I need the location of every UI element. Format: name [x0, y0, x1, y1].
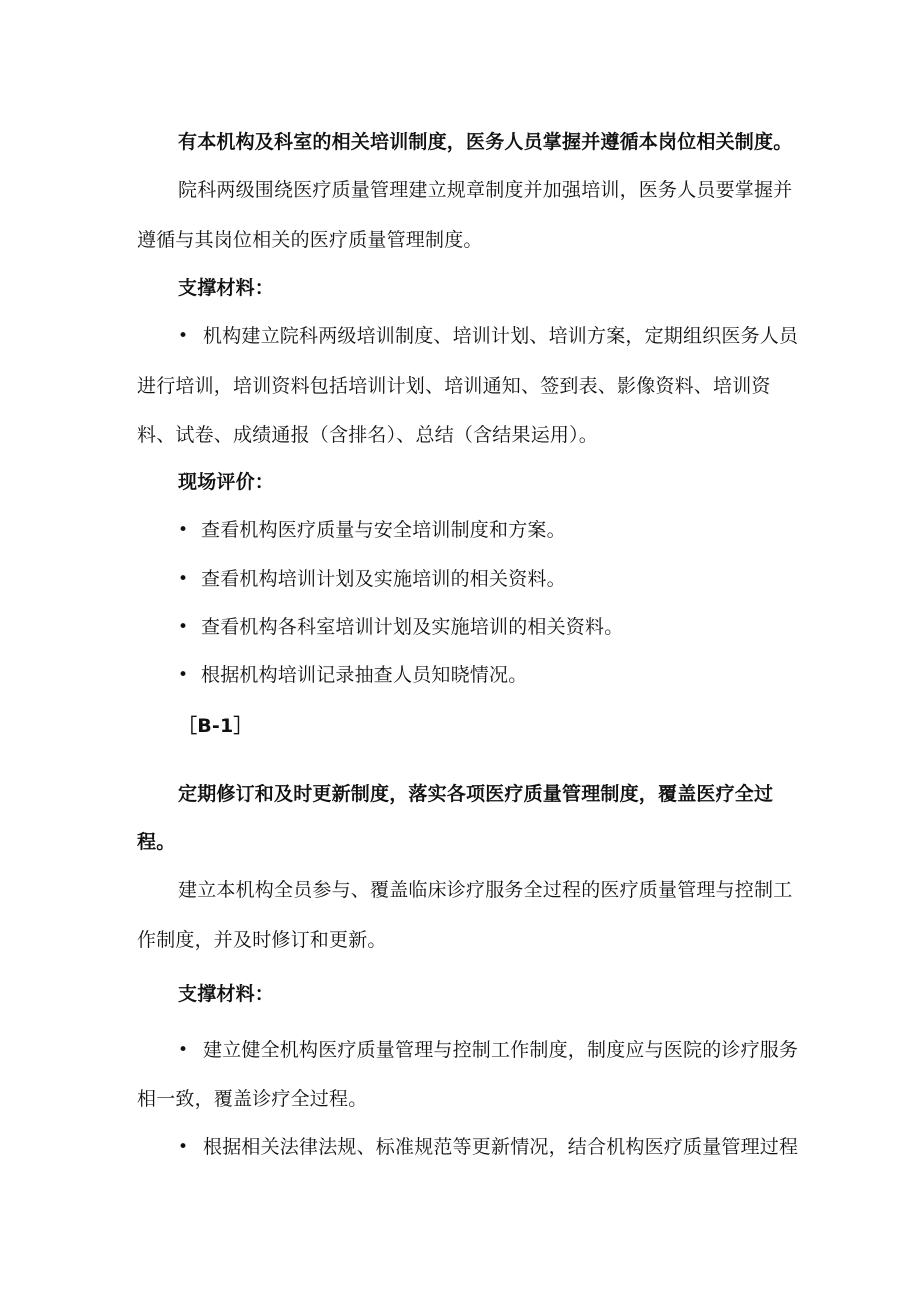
support-materials-title: 支撑材料：: [178, 277, 275, 299]
bullet-text-line: 料、试卷、成绩通报（含排名）、总结（含结果运用）。: [137, 424, 599, 446]
paragraph-line: 院科两级围绕医疗质量管理建立规章制度并加强培训，医务人员要掌握并: [178, 179, 793, 201]
evaluation-item: 查看机构医疗质量与安全培训制度和方案。: [201, 519, 566, 541]
evaluation-item: 查看机构各科室培训计划及实施培训的相关资料。: [201, 616, 624, 638]
section-heading: 定期修订和及时更新制度，落实各项医疗质量管理制度，覆盖医疗全过: [178, 783, 774, 805]
support-materials-title: 支撑材料：: [178, 983, 275, 1005]
paragraph-line: 遵循与其岗位相关的医疗质量管理制度。: [137, 229, 483, 251]
bullet-icon: •: [178, 569, 189, 589]
section-heading: 有本机构及科室的相关培训制度，医务人员掌握并遵循本岗位相关制度。: [178, 131, 793, 153]
evaluation-item: 查看机构培训计划及实施培训的相关资料。: [201, 568, 566, 590]
bullet-icon: •: [178, 617, 189, 637]
bullet-text-line: 建立健全机构医疗质量管理与控制工作制度，制度应与医院的诊疗服务: [203, 1039, 799, 1061]
bullet-icon: •: [178, 520, 189, 540]
onsite-evaluation-title: 现场评价：: [178, 471, 275, 493]
bullet-icon: •: [178, 665, 189, 685]
paragraph-line: 作制度，并及时修订和更新。: [137, 929, 387, 951]
bullet-text-line: 相一致，覆盖诊疗全过程。: [137, 1088, 368, 1110]
section-code: ［B-1］: [178, 715, 253, 737]
bullet-text-line: 根据相关法律法规、标准规范等更新情况，结合机构医疗质量管理过程: [203, 1136, 799, 1158]
evaluation-item: 根据机构培训记录抽查人员知晓情况。: [201, 664, 528, 686]
bullet-text-line: 机构建立院科两级培训制度、培训计划、培训方案，定期组织医务人员: [203, 325, 799, 347]
bullet-text-line: 进行培训，培训资料包括培训计划、培训通知、签到表、影像资料、培训资: [137, 375, 771, 397]
bullet-icon: •: [178, 326, 189, 346]
section-heading: 程。: [137, 831, 176, 853]
paragraph-line: 建立本机构全员参与、覆盖临床诊疗服务全过程的医疗质量管理与控制工: [178, 879, 793, 901]
bullet-icon: •: [178, 1137, 189, 1157]
bullet-icon: •: [178, 1040, 189, 1060]
